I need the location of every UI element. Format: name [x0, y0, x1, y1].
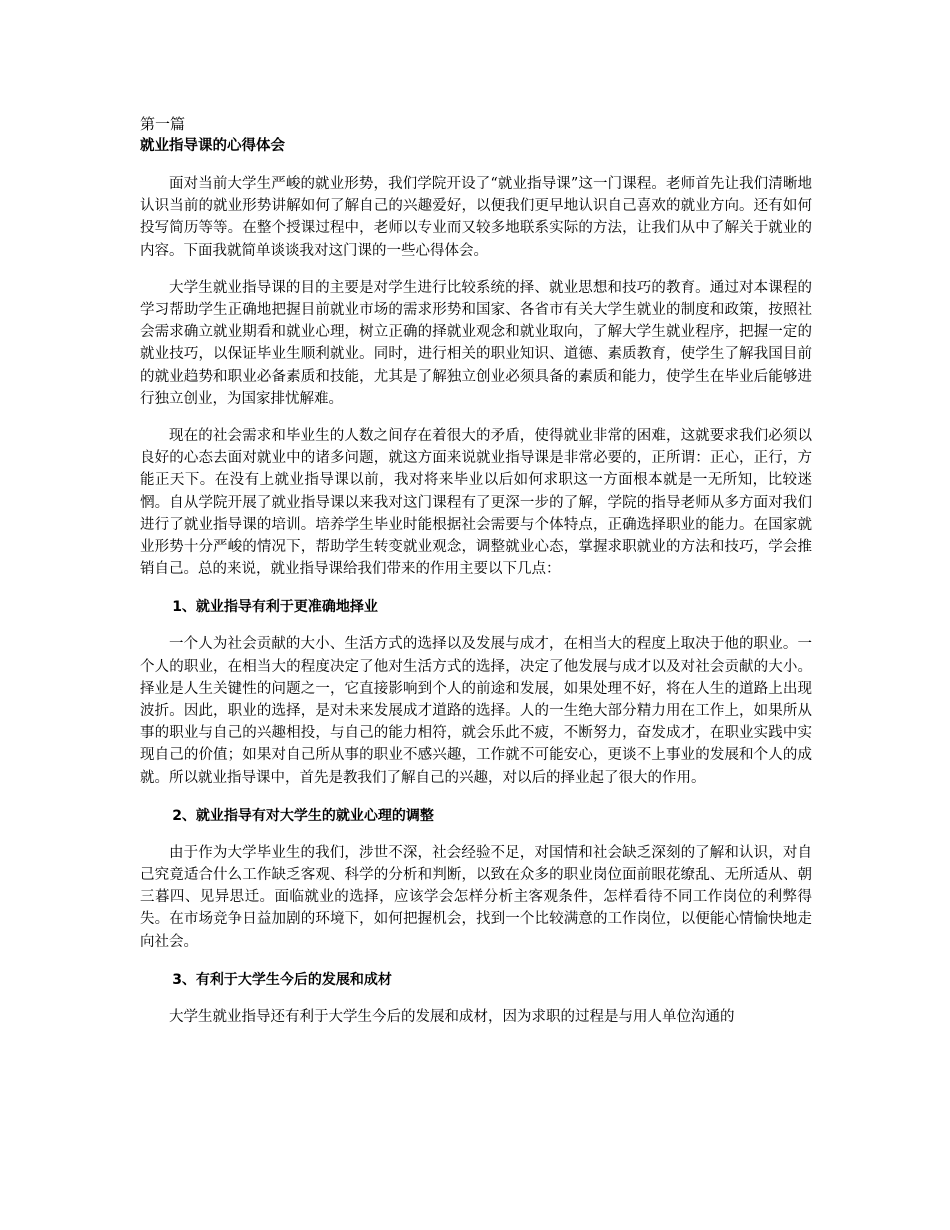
paragraph: 现在的社会需求和毕业生的人数之间存在着很大的矛盾，使得就业非常的困难，这就要求我们必须以良好的心态去面对就业中的诸多问题，就这方面来说就业指导课是非常必要的，正所谓：正心，正行，方能正天下。在没有上就业指导课以前，我对将来毕业以后如何求职这一方面根本就是一无所知，比较迷惘。自从学院开展了就业指导课以来我对这门课程有了更深一步的了解，学院的指导老师从多方面对我们进行了就业指导课的培训。培养学生毕业时能根据社会需要与个体特点，正确选择职业的能力。在国家就业形势十分严峻的情况下，帮助学生转变就业观念，调整就业心态，掌握求职就业的方法和技巧，学会推销自己。总的来说，就业指导课给我们带来的作用主要以下几点：	[140, 428, 812, 578]
paragraph: 面对当前大学生严峻的就业形势，我们学院开设了“就业指导课”这一门课程。老师首先让我们清晰地认识当前的就业形势讲解如何了解自己的兴趣爱好，以便我们更早地认识自己喜欢的就业方向。还有如何投写简历等等。在整个授课过程中，老师以专业而又较多地联系实际的方法，让我们从中了解关于就业的内容。下面我就简单谈谈我对这门课的一些心得体会。	[140, 176, 812, 259]
section-body: 一个人为社会贡献的大小、生活方式的选择以及发展与成才，在相当大的程度上取决于他的职业。一个人的职业，在相当大的程度决定了他对生活方式的选择，决定了他发展与成才以及对社会贡献的大小。择业是人生关键性的问题之一，它直接影响到个人的前途和发展，如果处理不好，将在人生的道路上出现波折。因此，职业的选择，是对未来发展成才道路的选择。人的一生绝大部分精力用在工作上，如果所从事的职业与自己的兴趣相投，与自己的能力相符，就会乐此不疲，不断努力，奋发成才，在职业实践中实现自己的价值；如果对自己所从事的职业不感兴趣，工作就不可能安心，更谈不上事业的发展和个人的成就。所以就业指导课中，首先是教我们了解自己的兴趣，对以后的择业起了很大的作用。	[140, 636, 812, 786]
section-label: 第一篇	[140, 115, 186, 133]
paragraph: 大学生就业指导课的目的主要是对学生进行比较系统的择、就业思想和技巧的教育。通过对本课程的学习帮助学生正确地把握目前就业市场的需求形势和国家、各省市有关大学生就业的制度和政策，按照社会需求确立就业期看和就业心理，树立正确的择就业观念和就业取向，了解大学生就业程序，把握一定的就业技巧，以保证毕业生顺利就业。同时，进行相关的职业知识、道德、素质教育，使学生了解我国目前的就业趋势和职业必备素质和技能，尤其是了解独立创业必须具备的素质和能力，使学生在毕业后能够进行独立创业，为国家排忧解难。	[140, 279, 812, 407]
document-title: 就业指导课的心得体会	[140, 138, 285, 154]
section-body: 大学生就业指导还有利于大学生今后的发展和成材，因为求职的过程是与用人单位沟通的	[169, 1008, 735, 1025]
section-body: 由于作为大学毕业生的我们，涉世不深，社会经验不足，对国情和社会缺乏深刻的了解和认识，对自己究竟适合什么工作缺乏客观、科学的分析和判断，以致在众多的职业岗位面前眼花缭乱、无所适从、朝三暮四、见异思迁。面临就业的选择，应该学会怎样分析主客观条件，怎样看待不同工作岗位的利弊得失。在市场竞争日益加剧的环境下，如何把握机会，找到一个比较满意的工作岗位，以便能心情愉快地走向社会。	[140, 844, 812, 950]
section-heading: 3、有利于大学生今后的发展和成材	[172, 971, 392, 988]
document-page	[140, 114, 812, 1028]
section-heading: 2、就业指导有对大学生的就业心理的调整	[172, 807, 434, 824]
section-heading: 1、就业指导有利于更准确地择业	[172, 599, 378, 616]
